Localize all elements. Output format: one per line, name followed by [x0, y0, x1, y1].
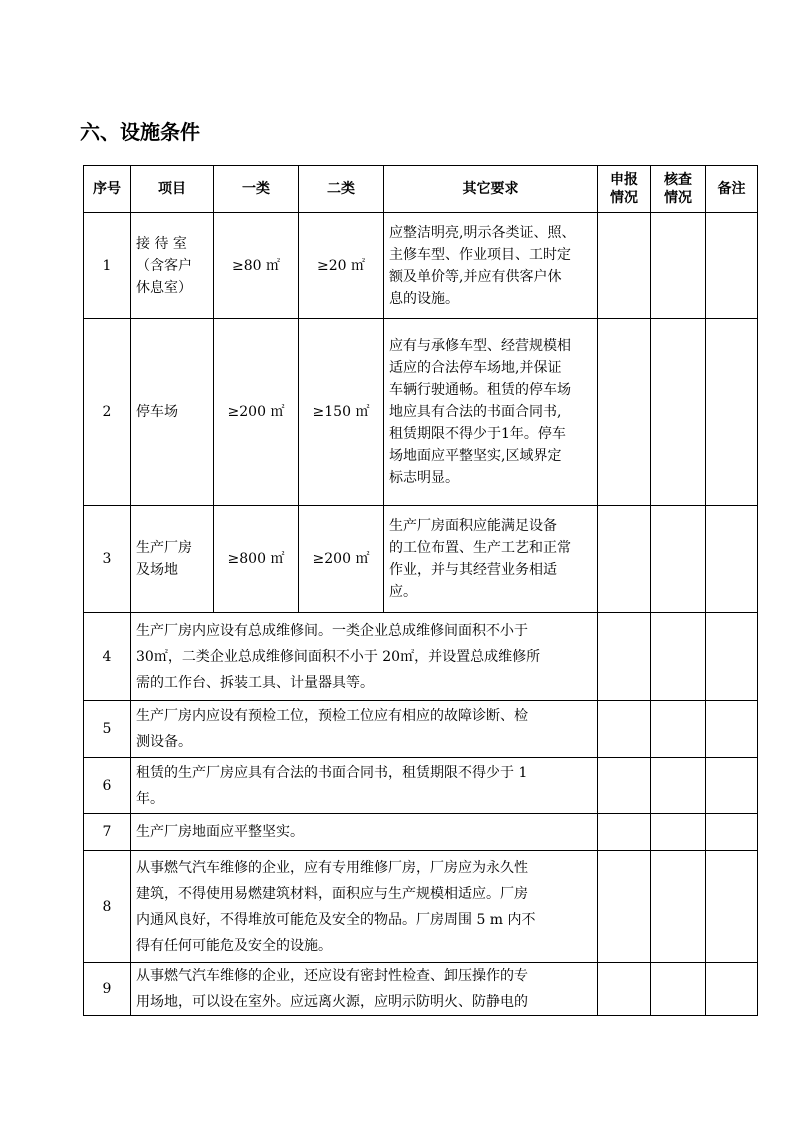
row-text: 生产厂房地面应平整坚实。	[131, 814, 598, 851]
header-row	[84, 166, 758, 213]
row-class1: ≥200 ㎡	[214, 319, 299, 506]
checked-cell[interactable]	[651, 814, 706, 851]
declared-cell[interactable]	[598, 814, 651, 851]
row-text: 从事燃气汽车维修的企业，还应设有密封性检查、卸压操作的专 用场地，可以设在室外。应远离火源，应明示防明火、防静电的	[131, 963, 598, 1016]
table-row	[84, 613, 758, 701]
row-item: 停车场	[131, 319, 214, 506]
remarks-cell[interactable]	[706, 701, 758, 758]
row-class2: ≥200 ㎡	[299, 506, 384, 613]
remarks-cell[interactable]	[706, 851, 758, 963]
header-requirements: 其它要求	[384, 166, 598, 213]
table-row	[84, 963, 758, 1016]
row-class2: ≥20 ㎡	[299, 213, 384, 319]
section-title: 六、设施条件	[80, 120, 200, 144]
row-no: 8	[84, 851, 131, 963]
remarks-cell[interactable]	[706, 213, 758, 319]
header-class2: 二类	[299, 166, 384, 213]
checked-cell[interactable]	[651, 506, 706, 613]
checked-cell[interactable]	[651, 613, 706, 701]
checked-cell[interactable]	[651, 851, 706, 963]
remarks-cell[interactable]	[706, 814, 758, 851]
row-requirements: 生产厂房面积应能满足设备 的工位布置、生产工艺和正常 作业，并与其经营业务相适 应。	[384, 506, 598, 613]
checked-cell[interactable]	[651, 758, 706, 814]
row-text: 生产厂房内应设有总成维修间。一类企业总成维修间面积不小于 30㎡，二类企业总成维修间面积不小于 20㎡，并设置总成维修所 需的工作台、拆装工具、计量器具等。	[131, 613, 598, 701]
remarks-cell[interactable]	[706, 506, 758, 613]
row-no: 6	[84, 758, 131, 814]
table-row	[84, 506, 758, 613]
declared-cell[interactable]	[598, 613, 651, 701]
checked-cell[interactable]	[651, 319, 706, 506]
row-class1: ≥800 ㎡	[214, 506, 299, 613]
table-row	[84, 851, 758, 963]
row-no: 3	[84, 506, 131, 613]
declared-cell[interactable]	[598, 701, 651, 758]
remarks-cell[interactable]	[706, 319, 758, 506]
declared-cell[interactable]	[598, 851, 651, 963]
row-requirements: 应有与承修车型、经营规模相 适应的合法停车场地,并保证 车辆行驶通畅。租赁的停车场 地应具有合法的书面合同书, 租赁期限不得少于1年。停车 场地面应平整坚实,区域界定 标志明显。	[384, 319, 598, 506]
row-no: 9	[84, 963, 131, 1016]
row-no: 7	[84, 814, 131, 851]
table-row	[84, 319, 758, 506]
remarks-cell[interactable]	[706, 963, 758, 1016]
table-row	[84, 814, 758, 851]
row-class1: ≥80 ㎡	[214, 213, 299, 319]
header-no: 序号	[84, 166, 131, 213]
declared-cell[interactable]	[598, 319, 651, 506]
facility-table	[83, 165, 758, 1016]
checked-cell[interactable]	[651, 213, 706, 319]
header-declared: 申报 情况	[598, 166, 651, 213]
row-text: 租赁的生产厂房应具有合法的书面合同书，租赁期限不得少于 1 年。	[131, 758, 598, 814]
table-row	[84, 758, 758, 814]
declared-cell[interactable]	[598, 758, 651, 814]
declared-cell[interactable]	[598, 963, 651, 1016]
row-item: 生产厂房 及场地	[131, 506, 214, 613]
header-checked: 核查 情况	[651, 166, 706, 213]
row-no: 4	[84, 613, 131, 701]
header-class1: 一类	[214, 166, 299, 213]
checked-cell[interactable]	[651, 701, 706, 758]
table-row	[84, 701, 758, 758]
row-text: 从事燃气汽车维修的企业，应有专用维修厂房，厂房应为永久性 建筑，不得使用易燃建筑材料，面积应与生产规模相适应。厂房 内通风良好，不得堆放可能危及安全的物品。厂房周围 5 m 内不 得有任何可能危及安全的设施。	[131, 851, 598, 963]
row-requirements: 应整洁明亮,明示各类证、照、 主修车型、作业项目、工时定 额及单价等,并应有供客户休 息的设施。	[384, 213, 598, 319]
table-row	[84, 213, 758, 319]
row-class2: ≥150 ㎡	[299, 319, 384, 506]
row-no: 1	[84, 213, 131, 319]
row-no: 5	[84, 701, 131, 758]
checked-cell[interactable]	[651, 963, 706, 1016]
header-remarks: 备注	[706, 166, 758, 213]
remarks-cell[interactable]	[706, 758, 758, 814]
header-item: 项目	[131, 166, 214, 213]
declared-cell[interactable]	[598, 213, 651, 319]
row-item: 接 待 室 （含客户 休息室）	[131, 213, 214, 319]
declared-cell[interactable]	[598, 506, 651, 613]
row-text: 生产厂房内应设有预检工位，预检工位应有相应的故障诊断、检 测设备。	[131, 701, 598, 758]
remarks-cell[interactable]	[706, 613, 758, 701]
row-no: 2	[84, 319, 131, 506]
